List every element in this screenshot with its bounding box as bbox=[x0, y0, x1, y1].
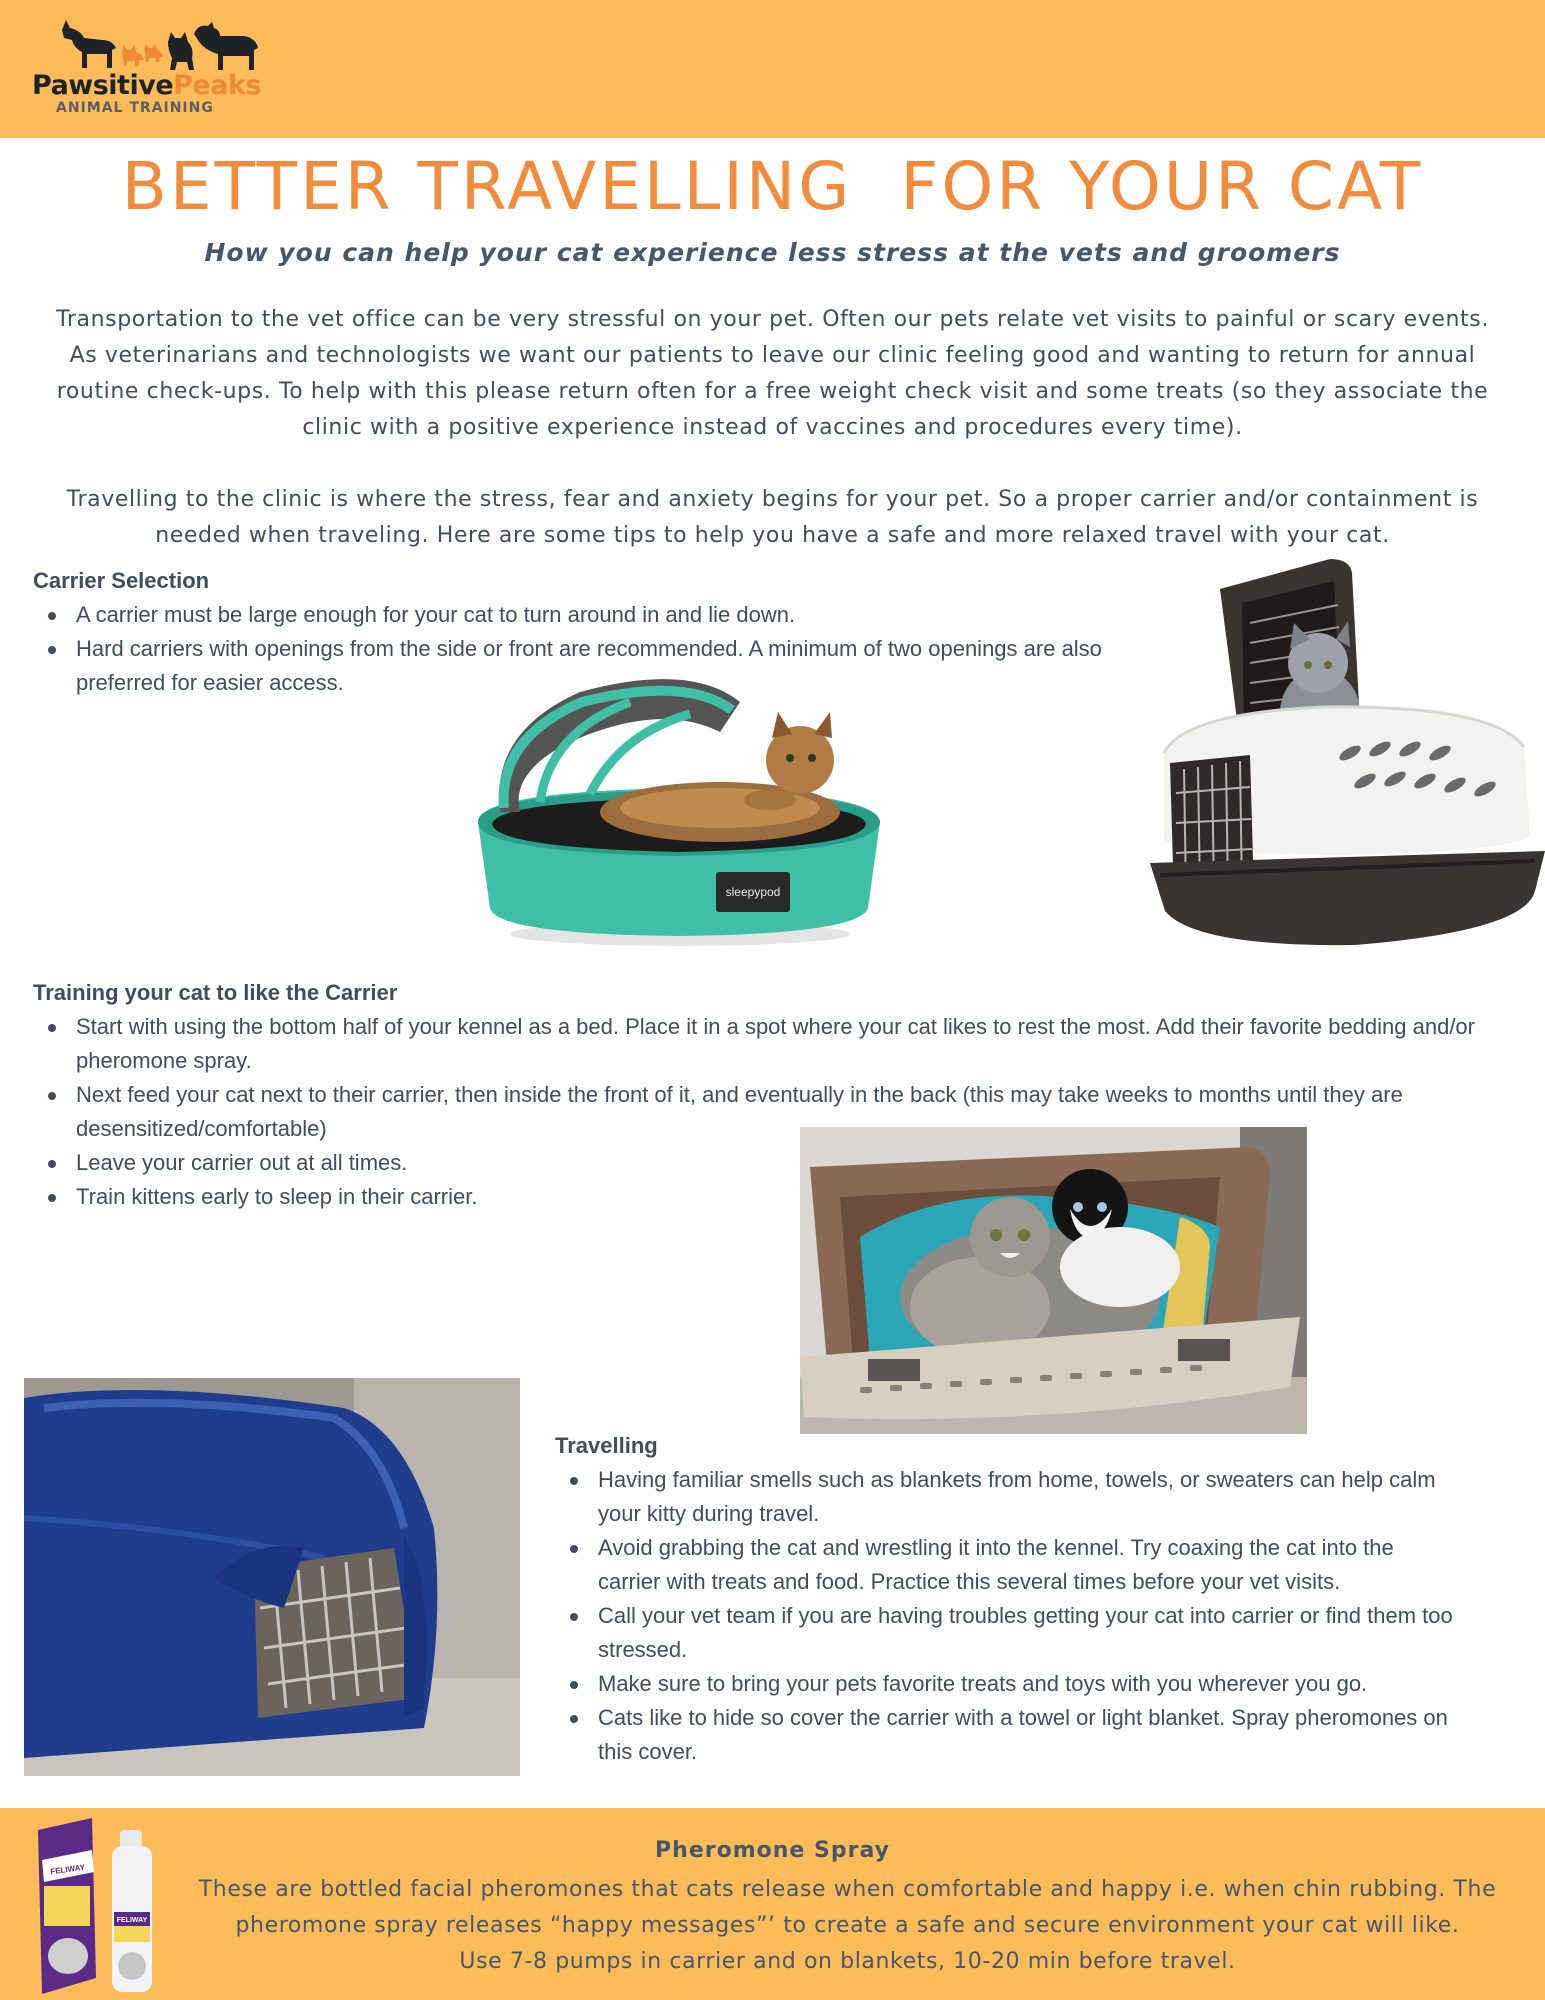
pets-silhouette-icon bbox=[44, 12, 264, 74]
bullet-list bbox=[555, 1463, 1455, 1769]
footer-heading: Pheromone Spray bbox=[655, 1838, 890, 1863]
feliway-bottle-label: FELIWAY bbox=[116, 1917, 148, 1924]
page-subtitle: How you can help your cat experience less stress at the vets and groomers bbox=[204, 238, 1341, 267]
soft-carrier-brand-label: sleepypod bbox=[725, 885, 781, 899]
brand-tagline: ANIMAL TRAINING bbox=[56, 100, 214, 116]
footer-line: Use 7-8 pumps in carrier and on blankets, 10-20 min before travel. bbox=[459, 1949, 1236, 1974]
intro-paragraph: Travelling to the clinic is where the stress, fear and anxiety begins for your pet. So a proper carrier and/or containment is needed when traveling. Here are some tips to help you have a safe and more relaxed travel with your cat. bbox=[66, 487, 1479, 548]
footer-line: pheromone spray releases “happy messages”’ to create a safe and secure environment your cat will like. bbox=[235, 1913, 1460, 1938]
list-item: Avoid grabbing the cat and wrestling it into the kennel. Try coaxing the cat into the carrier with treats and food. Practice this several times before your vet visits. bbox=[555, 1531, 1455, 1599]
footer-line: These are bottled facial pheromones that cats release when comfortable and happy i.e. when chin rubbing. The bbox=[198, 1877, 1497, 1902]
brand-name bbox=[32, 70, 261, 101]
covered-carrier-photo bbox=[24, 1378, 520, 1776]
section-heading: Travelling bbox=[555, 1433, 658, 1458]
list-item: Make sure to bring your pets favorite treats and toys with you wherever you go. bbox=[555, 1667, 1455, 1701]
list-item: Start with using the bottom half of your kennel as a bed. Place it in a spot where your cat likes to rest the most. Add their favorite bedding and/or pheromone spray. bbox=[33, 1010, 1513, 1078]
section-heading: Carrier Selection bbox=[33, 568, 210, 593]
list-item: Having familiar smells such as blankets from home, towels, or sweaters can help calm your kitty during travel. bbox=[555, 1463, 1455, 1531]
brand-name-part1: Pawsitive bbox=[32, 70, 174, 101]
list-item: Train kittens early to sleep in their carrier. bbox=[33, 1180, 1513, 1214]
soft-carrier-photo bbox=[470, 672, 890, 954]
header-band bbox=[0, 0, 1545, 138]
feliway-box-label: FELIWAY bbox=[49, 1862, 86, 1877]
page-title: BETTER TRAVELLING FOR YOUR CAT bbox=[121, 148, 1424, 225]
travelling-section bbox=[555, 1429, 1455, 1769]
footer-band bbox=[0, 1808, 1545, 2000]
brand-name-part2: Peaks bbox=[173, 70, 261, 101]
cats-in-carrier-photo bbox=[800, 1127, 1307, 1434]
list-item: A carrier must be large enough for your cat to turn around in and lie down. bbox=[33, 598, 1153, 632]
intro-paragraph: Transportation to the vet office can be very stressful on your pet. Often our pets relate vet visits to painful or scary events. As veterinarians and technologists we want our patients to leave our clinic feeling good and wanting to return for annual routine check-ups. To help with this please return often for a free weight check visit and some treats (so they associate the clinic with a positive experience instead of vaccines and procedures every time). bbox=[56, 307, 1489, 440]
list-item: Cats like to hide so cover the carrier with a towel or light blanket. Spray pheromones on this cover. bbox=[555, 1701, 1455, 1769]
footer-paragraph bbox=[175, 1872, 1520, 1980]
section-heading: Training your cat to like the Carrier bbox=[33, 980, 398, 1005]
list-item: Leave your carrier out at all times. bbox=[33, 1146, 1513, 1180]
list-item: Call your vet team if you are having troubles getting your cat into carrier or find them too stressed. bbox=[555, 1599, 1455, 1667]
hard-carrier-photo bbox=[1150, 553, 1545, 959]
brand-logo[interactable] bbox=[30, 12, 270, 116]
list-item: Next feed your cat next to their carrier, then inside the front of it, and eventually in the back (this may take weeks to months until they are desensitized/comfortable) bbox=[33, 1078, 1513, 1146]
list-item: Hard carriers with openings from the side or front are recommended. A minimum of two openings are also preferred for easier access. bbox=[33, 632, 1153, 700]
